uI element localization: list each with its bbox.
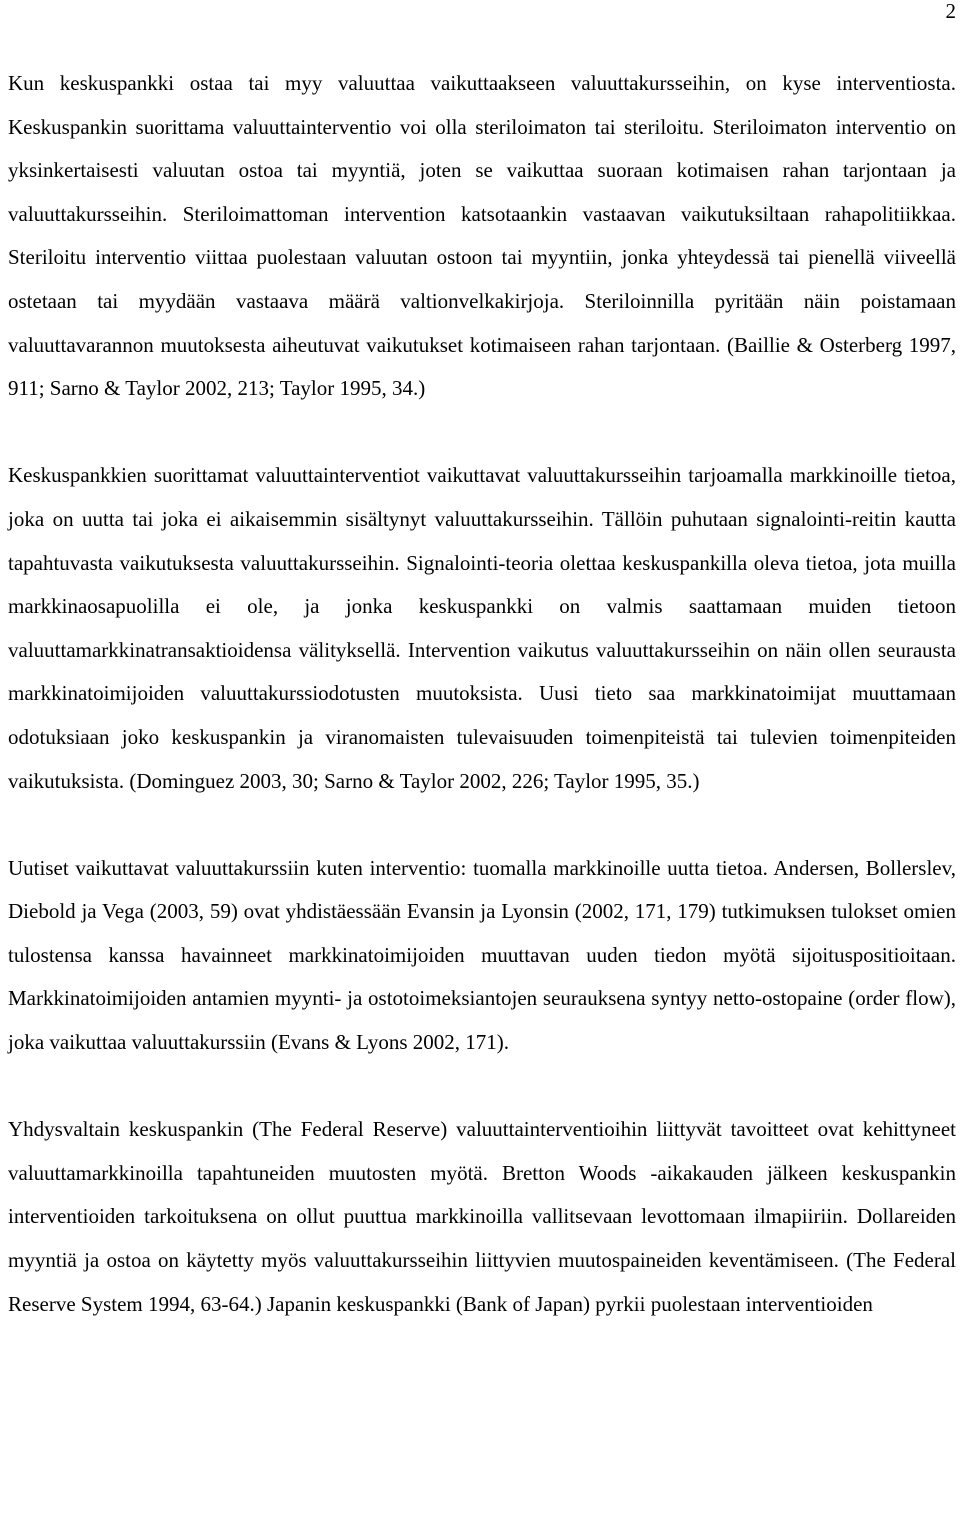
page-number: 2 xyxy=(945,0,956,23)
body-text xyxy=(8,62,956,1326)
paragraph-federal-reserve: Yhdysvaltain keskuspankin (The Federal Reserve) valuuttainterventioihin liittyvät tavoitteet ovat kehittyneet valuuttamarkkinoilla tapahtuneiden muutosten myötä. Bretton Woods -aikakauden jälkeen keskuspankin interventioiden tarkoituksena on ollut puuttua markkinoilla vallitsevaan levottomaan ilmapiiriin. Dollareiden myyntiä ja ostoa on käytetty myös valuuttakursseihin liittyvien muutospaineiden keventämiseen. (The Federal Reserve System 1994, 63-64.) Japanin keskuspankki (Bank of Japan) pyrkii puolestaan interventioiden xyxy=(8,1117,956,1316)
paragraph-signalling: Keskuspankkien suorittamat valuuttainterventiot vaikuttavat valuuttakursseihin tarjoamalla markkinoille tietoa, joka on uutta tai joka ei aikaisemmin sisältynyt valuuttakursseihin. Tällöin puhutaan signalointi-reitin kautta tapahtuvasta vaikutuksesta valuuttakursseihin. Signalointi-teoria olettaa keskuspankilla oleva tietoa, jota muilla markkinaosapuolilla ei ole, ja jonka keskuspankki on valmis saattamaan muiden tietoon valuuttamarkkinatransaktioidensa välityksellä. Intervention vaikutus valuuttakursseihin on näin ollen seurausta markkinatoimijoiden valuuttakurssiodotusten muutoksista. Uusi tieto saa markkinatoimijat muuttamaan odotuksiaan joko keskuspankin ja viranomaisten tulevaisuuden toimenpiteistä tai tulevien toimenpiteiden vaikutuksista. (Dominguez 2003, 30; Sarno & Taylor 2002, 226; Taylor 1995, 35.) xyxy=(8,463,956,793)
paragraph-interventions: Kun keskuspankki ostaa tai myy valuuttaa vaikuttaakseen valuuttakursseihin, on kyse interventiosta. Keskuspankin suorittama valuuttainterventio voi olla steriloimaton tai steriloitu. Steriloimaton interventio on yksinkertaisesti valuutan ostoa tai myyntiä, joten se vaikuttaa suoraan kotimaisen rahan tarjontaan ja valuuttakursseihin. Steriloimattoman intervention katsotaankin vastaavan vaikutuksiltaan rahapolitiikkaa. Steriloitu interventio viittaa puolestaan valuutan ostoon tai myyntiin, jonka yhteydessä tai pienellä viiveellä ostetaan tai myydään vastaava määrä valtionvelkakirjoja. Steriloinnilla pyritään näin poistamaan valuuttavarannon muutoksesta aiheutuvat vaikutukset kotimaiseen rahan tarjontaan. (Baillie & Osterberg 1997, 911; Sarno & Taylor 2002, 213; Taylor 1995, 34.) xyxy=(8,71,956,401)
paragraph-news: Uutiset vaikuttavat valuuttakurssiin kuten interventio: tuomalla markkinoille uutta tietoa. Andersen, Bollerslev, Diebold ja Vega (2003, 59) ovat yhdistäessään Evansin ja Lyonsin (2002, 171, 179) tutkimuksen tulokset omien tulostensa kanssa havainneet markkinatoimijoiden muuttavan uuden tiedon myötä sijoituspositioitaan. Markkinatoimijoiden antamien myynti- ja ostotoimeksiantojen seurauksena syntyy netto-ostopaine (order flow), joka vaikuttaa valuuttakurssiin (Evans & Lyons 2002, 171). xyxy=(8,855,956,1055)
